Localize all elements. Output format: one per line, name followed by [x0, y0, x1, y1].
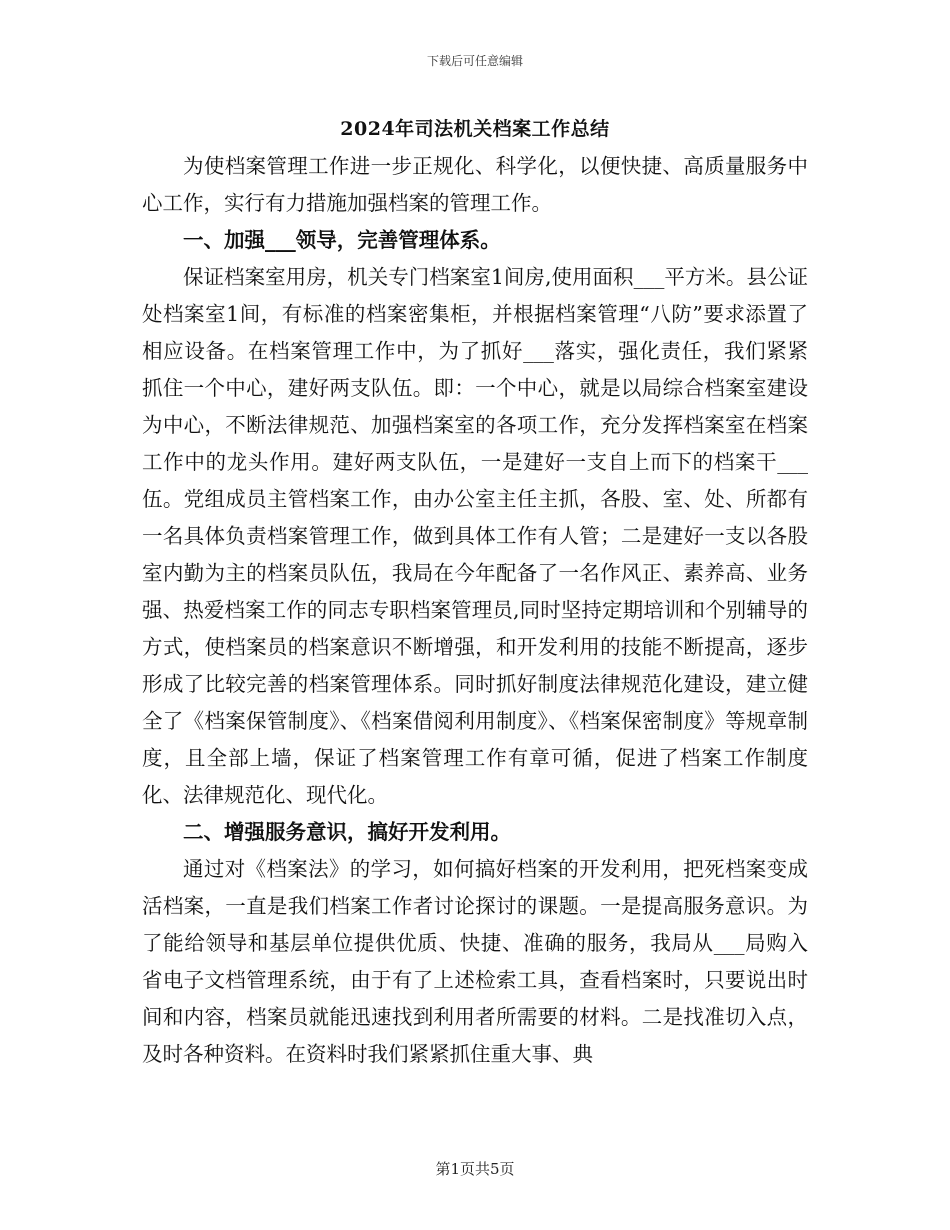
section-1-paragraph: 保证档案室用房，机关专门档案室1间房,使用面积___平方米。县公证处档案室1间，有标准的档案密集柜，并根据档案管理“八防”要求添置了相应设备。在档案管理工作中，为了抓好___落实，强化责任，我们紧紧抓住一个中心，建好两支队伍。即：一个中心，就是以局综合档案室建设为中心，不断法律规范、加强档案室的各项工作，充分发挥档案室在档案工作中的龙头作用。建好两支队伍，一是建好一支自上而下的档案干___伍。党组成员主管档案工作，由办公室主任主抓，各股、室、处、所都有一名具体负责档案管理工作，做到具体工作有人管；二是建好一支以各股室内勤为主的档案员队伍，我局在今年配备了一名作风正、素养高、业务强、热爱档案工作的同志专职档案管理员,同时坚持定期培训和个别辅导的方式，使档案员的档案意识不断增强，和开发利用的技能不断提高，逐步形成了比较完善的档案管理体系。同时抓好制度法律规范化建设，建立健全了《档案保管制度》、《档案借阅利用制度》、《档案保密制度》等规章制度，且全部上墙，保证了档案管理工作有章可循，促进了档案工作制度化、法律规范化、现代化。 [142, 265, 808, 807]
section-heading-2: 二、增强服务意识，搞好开发利用。 [183, 820, 511, 844]
section-heading-1: 一、加强___领导，完善管理体系。 [183, 228, 501, 252]
intro-paragraph: 为使档案管理工作进一步正规化、科学化，以便快捷、高质量服务中心工作，实行有力措施加强档案的管理工作。 [142, 154, 808, 215]
section-2-paragraph: 通过对《档案法》的学习，如何搞好档案的开发利用，把死档案变成活档案，一直是我们档案工作者讨论探讨的课题。一是提高服务意识。为了能给领导和基层单位提供优质、快捷、准确的服务，我局从___局购入省电子文档管理系统，由于有了上述检索工具，查看档案时，只要说出时间和内容，档案员就能迅速找到利用者所需要的材料。二是找准切入点，及时各种资料。在资料时我们紧紧抓住重大事、典 [142, 857, 808, 1066]
page-header-note: 下载后可任意编辑 [426, 54, 523, 68]
document-body [142, 148, 808, 1073]
page-number: 第1页共5页 [435, 1160, 515, 1178]
document-title: 2024年司法机关档案工作总结 [340, 118, 610, 140]
